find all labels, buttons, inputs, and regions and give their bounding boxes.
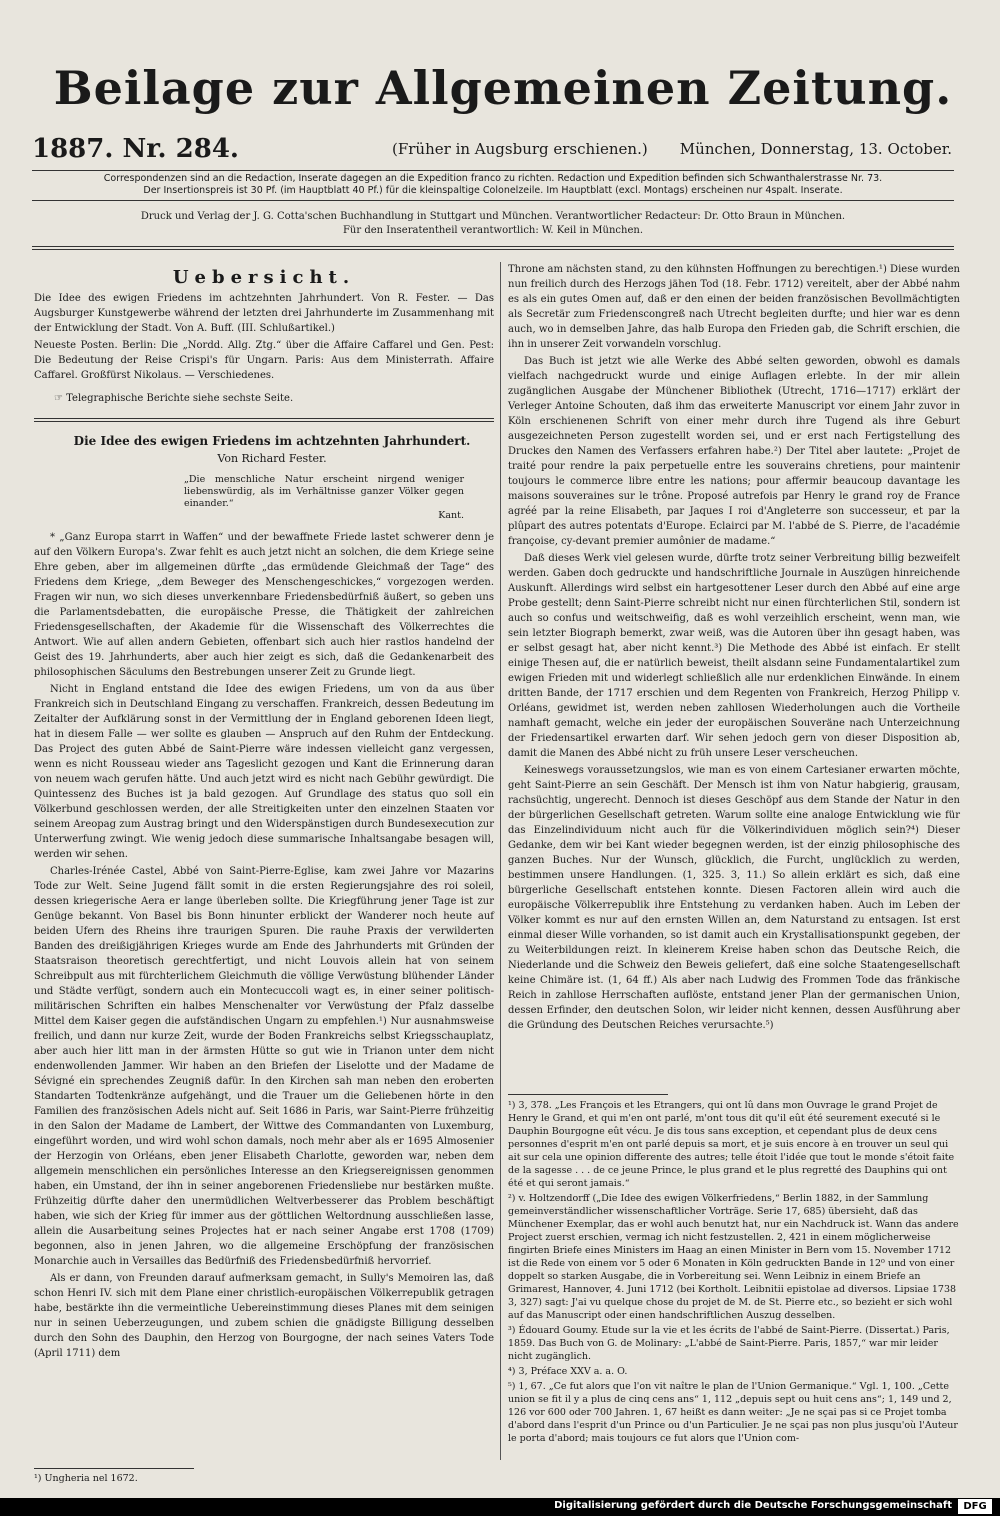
article-author: Von Richard Fester. — [217, 452, 327, 465]
footer-bar — [0, 1498, 1000, 1516]
article-paragraph: Das Buch ist jetzt wie alle Werke des Abbé selten geworden, obwohl es damals vielfach nachgedruckt wurde und einige Auflagen erlebte. In der mir allein zugänglichen Ausgabe der Münchener Bibliothek (Utrecht, 1716—1717) erklärt der Verleger Antoine Schouten, daß ihm das erweiterte Manuscript vor einem Jahr zuvor in Köln erschienenen Schrift von einer mehr durch ihre Tugend als ihre Geburt ausgezeichneten Person zugestellt worden sei, und er erst nach Fertigstellung des Druckes den Namen des Verfassers erfahren habe.²) Der Titel aber lautete: „Projet de traité pour rendre la paix perpetuelle entre les souverains chretiens, pour maintenir toujours le commerce libre entre les nations; pour affermir beaucoup davantage les maisons souveraines sur le trône. Proposé autrefois par Henry le grand roy de France agréé par la reine Elisabeth, par Jaques I roi d'Angleterre son successeur, et par la plûpart des autres potentats d'Europe. Eclairci par M. l'abbé de S. Pierre, de l'académie françoise, cy-devant premier aumônier de madame.“ — [508, 356, 960, 547]
footnote: ¹) 3, 378. „Les François et les Etrangers, qui ont lû dans mon Ouvrage le grand Projet de Henry le Grand, et qui m'en ont parlé, m'ont tous dit qu'il eût été seurement executé si le Dauphin Bourgogne eût vécu. Je dis tous sans exception, et cependant plus de deux cens personnes d'esprit m'en ont parlé depuis sa mort, et je suis encore à en trouver un seul qui ait sur cela une opinion differente des autres; telle étoit l'idée que tout le monde s'étoit faite de la sagesse . . . de ce jeune Prince, le plus grand et le plus regretté des Dauphins qui ont été et qui seront jamais.“ — [508, 1100, 955, 1189]
left-column — [34, 262, 494, 1363]
issue-note: (Früher in Augsburg erschienen.) — [392, 140, 648, 158]
divider — [32, 249, 954, 250]
divider — [34, 421, 494, 422]
publisher-line-2: Für den Inseratentheil verantwortlich: W. Keil in München. — [342, 225, 644, 236]
dfg-logo: DFG — [958, 1499, 992, 1514]
article-paragraph: Nicht in England entstand die Idee des ewigen Friedens, um von da aus über Frankreich sich in Deutschland Eingang zu verschaffen. Frankreich, dessen Bedeutung im Zeitalter der Aufklärung sonst in der Vermittlung der in England geborenen Ideen liegt, hat in diesem Falle — wer sollte es glauben — Anspruch auf den Ruhm der Entdeckung. Das Project des guten Abbé de Saint-Pierre wäre indessen vielleicht ganz vergessen, wenn es nicht Rousseau wieder ans Tageslicht gezogen und Kant die Erinnerung daran von neuem wach gerufen hätte. Und auch jetzt wird es nicht nach Gebühr gewürdigt. Die Quintessenz des Buches ist ja bald gezogen. Auf Grundlage des status quo soll ein Völkerbund geschlossen werden, der alle Streitigkeiten unter den einzelnen Staaten vor seinem Areopag zum Austrag bringt und den Widerspänstigen durch Bundesexecution zur Unterwerfung zwingt. Wie wenig jedoch diese summarische Inhaltsangabe besagen will, werden wir sehen. — [34, 684, 494, 860]
masthead-title: Beilage zur Allgemeinen Zeitung. — [53, 61, 953, 115]
footnote-left — [34, 1468, 194, 1484]
article-paragraph: Keineswegs voraussetzungslos, wie man es von einem Cartesianer erwarten möchte, geht Saint-Pierre an sein Geschäft. Der Mensch ist ihm von Natur habgierig, grausam, rachsüchtig, ungerecht. Dennoch ist dieses Geschöpf aus dem Stande der Natur in den der bürgerlichen Gesellschaft getreten. Warum sollte eine analoge Entwicklung wie für das Einzelindividuum nicht auch für die Völkerindividuen möglich sein?⁴) Dieser Gedanke, dem wir bei Kant wieder begegnen werden, ist der einzig philosophische des ganzen Buches. Nur der Wunsch, glücklich, die Furcht, unglücklich zu werden, bestimmen unsere Handlungen. (1, 325. 3, 11.) So allein erklärt es sich, daß eine bürgerliche Gesellschaft entstehen konnte. Diesen Factoren allein wird auch die europäische Völkerrepublik ihre Entstehung zu verdanken haben. Auch im Leben der Völker kommt es nur auf den ernsten Willen an, dem Naturstand zu entsagen. Ist erst einmal dieser Wille vorhanden, so ist damit auch ein Krystallisationspunkt gegeben, der zu Weiterbildungen reizt. In kleinerem Kreise haben schon das Deutsche Reich, die Niederlande und die Schweiz den Beweis geliefert, daß eine solche Staatengesellschaft keine Chimäre ist. (1, 64 ff.) Als aber nach Ludwig des Frommen Tode das fränkische Reich in zahllose Herrschaften auflöste, entstand jener Plan der germanischen Union, dessen Erfinder, den deutschen Solon, wir leider nicht kennen, dessen Ausführung aber die Gründung des Deutschen Reiches verursachte.⁵) — [508, 765, 960, 1031]
motto-text: „Die menschliche Natur erscheint nirgend weniger liebenswürdig, als im Verhältnisse ganzer Völker gegen einander.“ — [184, 474, 464, 509]
article-paragraph: Throne am nächsten stand, zu den kühnsten Hoffnungen zu berechtigen.¹) Diese wurden nun freilich durch des Herzogs jähen Tod (18. Febr. 1712) vereitelt, aber der Abbé nahm es als ein gutes Omen auf, daß er den einen der beiden französischen Bevollmächtigten als Secretär zum Friedenscongreß nach Utrecht begleiten durfte; und hier war es denn auch, wo in demselben Jahre, das halb Europa den Frieden gab, die Schrift erschien, die ihn in unserer Zeit vorwandeln vorschlug. — [508, 264, 960, 350]
article-paragraph: * „Ganz Europa starrt in Waffen“ und der bewaffnete Friede lastet schwerer denn je auf den Völkern Europa's. Zwar fehlt es auch jetzt nicht an solchen, die dem Kriege seine Ehre geben, aber im allgemeinen dürfte „das ermüdende Gleichmaß der Tage“ des Friedens dem Kriege, „dem Beweger des Menschengeschickes,“ vorgezogen werden. Fragen wir nun, wo sich dieses unverkennbare Friedensbedürfniß äußert, so geben uns die Parlamentsdebatten, die europäische Presse, die Thätigkeit der zahlreichen Friedensgesellschaften, der Akademie für die Wissenschaft des Völkerrechtes die Antwort. Wie auf allen andern Gebieten, offenbart sich auch hier rastlos handelnd der Geist des 19. Jahrhunderts, aber auch hier zeigt es sich, daß die Gedankenarbeit des philosophischen Säculums den Bestrebungen unserer Zeit zu Grunde liegt. — [34, 532, 494, 678]
publisher-line-1: Druck und Verlag der J. G. Cotta'schen Buchhandlung in Stuttgart und München. Verantwortlicher Redacteur: Dr. Otto Braun in München. — [140, 211, 846, 222]
divider — [32, 200, 954, 201]
footnotes — [508, 1094, 960, 1447]
overview-item: Neueste Posten. Berlin: Die „Nordd. Allg. Ztg.“ über die Affaire Caffarel und Gen. Pest: Die Bedeutung der Reise Crispi's für Ungarn. Paris: Aus dem Ministerrath. Affaire Caffarel. Großfürst Nikolaus. — Verschiedenes. — [34, 340, 494, 381]
footer-text: Digitalisierung gefördert durch die Deutsche Forschungsgemeinschaft — [554, 1500, 952, 1511]
motto-source: Kant. — [438, 510, 464, 521]
divider — [34, 1468, 194, 1469]
issue-date: München, Donnerstag, 13. October. — [679, 140, 952, 158]
issue-number: 1887. Nr. 284. — [32, 134, 239, 164]
footnote: ²) v. Holtzendorff („Die Idee des ewigen Völkerfriedens,“ Berlin 1882, in der Sammlung gemeinverständlicher wissenschaftlicher Vorträge. Serie 17, 685) übersieht, daß das Münchener Exemplar, das er wohl auch benutzt hat, nur ein Nachdruck ist. Wann das andere Project zuerst erschien, vermag ich nicht festzustellen. 2, 421 in einem möglicherweise fingirten Briefe eines Ministers im Haag an einen Minister in Bern vom 15. November 1712 ist die Rede von einem vor 5 oder 6 Monaten in Köln gedruckten Bande in 12⁰ und von einer doppelt so starken Ausgabe, die in Vorbereitung sei. Wenn Leibniz in einem Briefe an Grimarest, Hannover, 4. Juni 1712 (bei Kortholt. Leibnitii epistolae ad diversos. Lipsiae 1738 3, 327) sagt: J'ai vu quelque chose du projet de M. de St. Pierre etc., so bezieht er sich wohl auf das Manuscript oder einen handschriftlichen Auszug desselben. — [508, 1193, 959, 1321]
footnote: ³) Édouard Goumy. Etude sur la vie et les écrits de l'abbé de Saint-Pierre. (Dissertat.) Paris, 1859. Das Buch von G. de Molinary: „L'abbé de Saint-Pierre. Paris, 1857,“ war mir leider nicht zugänglich. — [508, 1325, 950, 1362]
footnote: ⁴) 3, Préface XXV a. a. O. — [508, 1366, 628, 1377]
article-motto — [184, 474, 464, 522]
divider — [34, 418, 494, 419]
footnote: ⁵) 1, 67. „Ce fut alors que l'on vit naître le plan de l'Union Germanique.“ Vgl. 1, 100. „Cette union se fit il y a plus de cinq cens ans“ 1, 112 „depuis sept ou huit cens ans“; 1, 149 und 2, 126 vor 600 oder 700 Jahren. 1, 67 heißt es dann weiter: „Je ne sçai pas si ce Projet tomba d'abord dans l'esprit d'un Prince ou d'un Particulier. Je ne sçai pas non plus jusqu'où l'Auteur le porta d'abord; mais toujours ce fut alors que l'Union com- — [508, 1381, 958, 1444]
divider — [32, 246, 954, 247]
right-column — [508, 262, 960, 1035]
telegraph-notice: ☞ Telegraphische Berichte siehe sechste Seite. — [54, 393, 294, 404]
article-paragraph: Charles-Irénée Castel, Abbé von Saint-Pierre-Eglise, kam zwei Jahre vor Mazarins Tode zur Welt. Seine Jugend fällt somit in die ersten Regierungsjahre des roi soleil, dessen kriegerische Aera er lange überleben sollte. Die Kriegführung jener Tage ist zur Genüge bekannt. Von Basel bis Bonn hinunter erblickt der Wanderer noch heute auf beiden Ufern des Rheins ihre traurigen Spuren. Die rauhe Praxis der verwilderten Banden des dreißigjährigen Krieges wurde am Ende des Jahrhunderts mit Gründen der Staatsraison theoretisch gerechtfertigt, und nicht Louvois allein hat von seinem Schreibpult aus mit fürchterlichem Gleichmuth die völlige Verwüstung blühender Länder und Städte verfügt, sondern auch ein Montecuccoli wagt es, in einer seiner politisch-militärischen Schriften ein halbes Menschenalter vor Verwüstung der Pfalz dasselbe Mittel dem Kaiser gegen die aufständischen Ungarn zu empfehlen.¹) Nur ausnahmsweise freilich, und dann nur kurze Zeit, wurde der Boden Frankreichs selbst Kriegsschauplatz, aber auch hier litt man in der ärmsten Hütte so gut wie in Trianon unter dem nicht endenwollenden Jammer. Wir haben an den Briefen der Liselotte und der Madame de Sévigné ein sprechendes Zeugniß dafür. In den Kirchen sah man neben den eroberten Standarten Todtenkränze aufgehängt, und die Trauer um die Geliebenen hörte in den Familien des französischen Adels nicht auf. Seit 1686 in Paris, war Saint-Pierre frühzeitig in den Salon der Madame de Lambert, der Wittwe des Commandanten von Luxemburg, eingeführt worden, und wird wohl schon damals, noch mehr aber als er 1695 Almosenier der Herzogin von Orléans, eben jener Elisabeth Charlotte, geworden war, neben dem allgemein menschlichen ein persönliches Interesse an den Kriegsereignissen genommen haben, ein Umstand, der ihn in seiner angeborenen Friedensliebe nur bestärken mußte. Frühzeitig dürfte daher den unermüdlichen Weltverbesserer das Problem beschäftigt haben, wie sich der Krieg für immer aus der göttlichen Weltordnung ausschließen lasse, allein die Ausarbeitung seines Projectes hat er nach seiner Angabe erst 1708 (1709) begonnen, also in jenen Jahren, wo die allgemeine Erschöpfung der französischen Monarchie auch in Versailles das Bedürfniß des Friedensbedürfniß hervorrief. — [34, 866, 494, 1267]
article-paragraph: Daß dieses Werk viel gelesen wurde, dürfte trotz seiner Verbreitung billig bezweifelt werden. Gaben doch gedruckte und handschriftliche Journale in Auszügen hinreichende Auskunft. Allerdings wird selbst ein hartgesottener Leser durch den Abbé auf eine arge Probe gestellt; denn Saint-Pierre schreibt nicht nur einen fürchterlichen Stil, sondern ist auch so confus und weitschweifig, daß es wohl verzeihlich erscheint, wenn man, wie sein letzter Biograph bemerkt, zwar weiß, was die Autoren über ihn gesagt haben, was er selbst gesagt hat, aber nicht kennt.³) Die Methode des Abbé ist einfach. Er stellt einige Thesen auf, die er natürlich beweist, theilt alsdann seine Fundamentalartikel zum ewigen Frieden mit und widerlegt schließlich alle nur erdenklichen Einwände. In einem dritten Bande, der 1717 erschien und dem Regenten von Frankreich, Herzog Philipp v. Orléans, gewidmet ist, werden neben zahllosen Wiederholungen auch die Vortheile namhaft gemacht, welche ein jeder der europäischen Souveräne nach Unterzeichnung der Friedensartikel erwarten darf. Wir sehen jedoch gern von dieser Disposition ab, damit die Manen des Abbé nicht zu früh unsere Leser verscheuchen. — [508, 553, 960, 759]
overview-item: Die Idee des ewigen Friedens im achtzehnten Jahrhundert. Von R. Fester. — Das Augsburger Kunstgewerbe während der letzten drei Jahrhunderte im Zusammenhang mit der Entwicklung der Stadt. Von A. Buff. (III. Schlußartikel.) — [34, 293, 494, 334]
article-title: Die Idee des ewigen Friedens im achtzehnten Jahrhundert. — [73, 434, 471, 448]
overview-heading: Uebersicht. — [172, 267, 356, 288]
article-paragraph: Als er dann, von Freunden darauf aufmerksam gemacht, in Sully's Memoiren las, daß schon Henri IV. sich mit dem Plane einer christlich-europäischen Völkerrepublik getragen habe, bestärkte ihn die vermeintliche Uebereinstimmung dieses Planes mit dem seinigen nur in seinen Ueberzeugungen, und zubem schien die gnädigste Billigung desselben durch den Sohn des Dauphin, den Herzog von Bourgogne, der nach seines Vaters Tode (April 1711) dem — [34, 1273, 494, 1359]
footnote-text: ¹) Ungheria nel 1672. — [34, 1473, 138, 1484]
notice-line-1: Correspondenzen sind an die Redaction, Inserate dagegen an die Expedition franco zu richten. Redaction und Expedition befinden sich Schwanthalerstrasse Nr. 73. — [103, 173, 883, 184]
column-rule — [500, 262, 501, 1460]
divider — [508, 1094, 668, 1095]
notice-line-2: Der Insertionspreis ist 30 Pf. (im Hauptblatt 40 Pf.) für die kleinspaltige Colonelzeile. Im Hauptblatt (excl. Montags) erscheinen nur 4spalt. Inserate. — [143, 185, 843, 196]
divider — [32, 170, 954, 171]
